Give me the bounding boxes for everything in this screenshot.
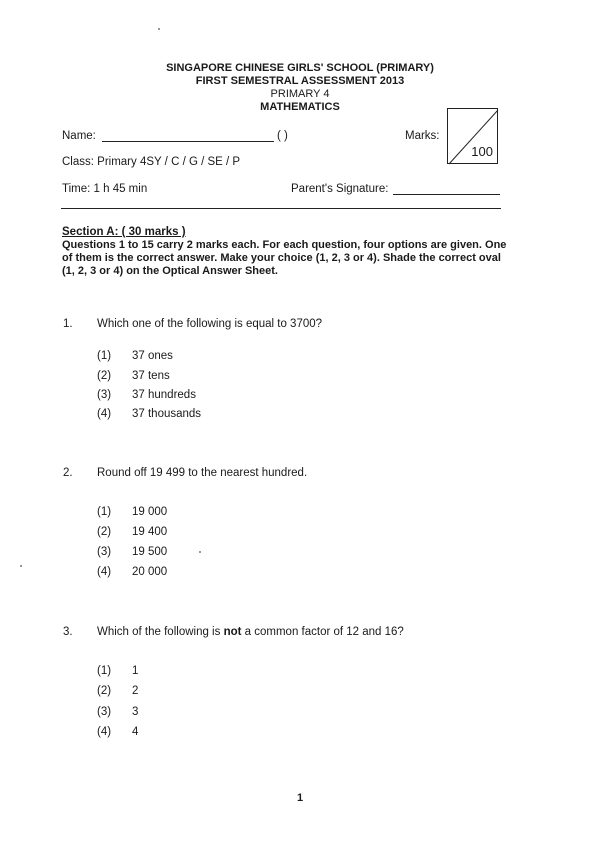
level-title: PRIMARY 4 — [270, 88, 330, 100]
assessment-title: FIRST SEMESTRAL ASSESSMENT 2013 — [195, 75, 405, 87]
subject-title: MATHEMATICS — [260, 101, 340, 113]
class-label: Class: Primary 4SY / C / G / SE / P — [62, 156, 241, 168]
scan-speck — [20, 565, 22, 567]
q2-option-4-number: (4) — [97, 566, 112, 578]
header-divider — [61, 208, 501, 209]
section-instructions: Questions 1 to 15 carry 2 marks each. For each question, four options are given. One of them is the correct answer. Make your choice (1, 2, 3 or 4). Shade the correct oval (1, 2, 3 or 4) on the Optical Answer Sheet. — [62, 239, 507, 277]
q1-option-4-text: 37 thousands — [132, 408, 202, 420]
q2-option-1-number: (1) — [97, 506, 112, 518]
q2-option-3-number: (3) — [97, 546, 112, 558]
marks-label: Marks: — [405, 130, 440, 142]
q1-option-2-text: 37 tens — [132, 370, 170, 382]
question-3-text — [97, 626, 404, 638]
q1-option-1-text: 37 ones — [132, 350, 173, 362]
q1-option-2-number: (2) — [97, 370, 112, 382]
q1-option-3-text: 37 hundreds — [132, 389, 196, 401]
name-blank-line — [102, 141, 274, 142]
q1-option-1-number: (1) — [97, 350, 112, 362]
q1-option-3-number: (3) — [97, 389, 112, 401]
q3-option-3-text: 3 — [132, 706, 139, 718]
q3-option-4-number: (4) — [97, 726, 112, 738]
q3-option-1-text: 1 — [132, 665, 139, 677]
q2-option-1-text: 19 000 — [132, 506, 168, 518]
q3-option-3-number: (3) — [97, 706, 112, 718]
q2-option-4-text: 20 000 — [132, 566, 168, 578]
section-title: Section A: ( 30 marks ) — [62, 226, 186, 238]
scan-speck — [199, 551, 201, 553]
q2-option-3-text: 19 500 — [132, 546, 168, 558]
q1-option-4-number: (4) — [97, 408, 112, 420]
q2-option-2-text: 19 400 — [132, 526, 168, 538]
question-3-text-emphasis: not — [223, 626, 242, 638]
q3-option-4-text: 4 — [132, 726, 139, 738]
question-1-text: Which one of the following is equal to 3700? — [97, 318, 323, 330]
question-1-number: 1. — [63, 318, 73, 330]
question-2-number: 2. — [63, 467, 73, 479]
page-number: 1 — [296, 792, 304, 804]
question-2-text: Round off 19 499 to the nearest hundred. — [97, 467, 308, 479]
time-label: Time: 1 h 45 min — [62, 183, 148, 195]
question-3-number: 3. — [63, 626, 73, 638]
school-name: SINGAPORE CHINESE GIRLS' SCHOOL (PRIMARY) — [166, 62, 434, 74]
scan-speck — [158, 28, 160, 30]
register-number-paren: ( ) — [277, 130, 288, 142]
q3-option-2-text: 2 — [132, 685, 139, 697]
q3-option-2-number: (2) — [97, 685, 112, 697]
marks-total: 100 — [471, 144, 493, 159]
question-3-text-before: Which of the following is — [97, 626, 224, 638]
q2-option-2-number: (2) — [97, 526, 112, 538]
section-heading — [62, 226, 186, 238]
marks-box — [447, 108, 498, 164]
signature-label: Parent's Signature: — [291, 183, 389, 195]
q3-option-1-number: (1) — [97, 665, 112, 677]
question-3-text-after: a common factor of 12 and 16? — [241, 626, 404, 638]
signature-blank-line — [393, 194, 500, 195]
name-label: Name: — [62, 130, 96, 142]
